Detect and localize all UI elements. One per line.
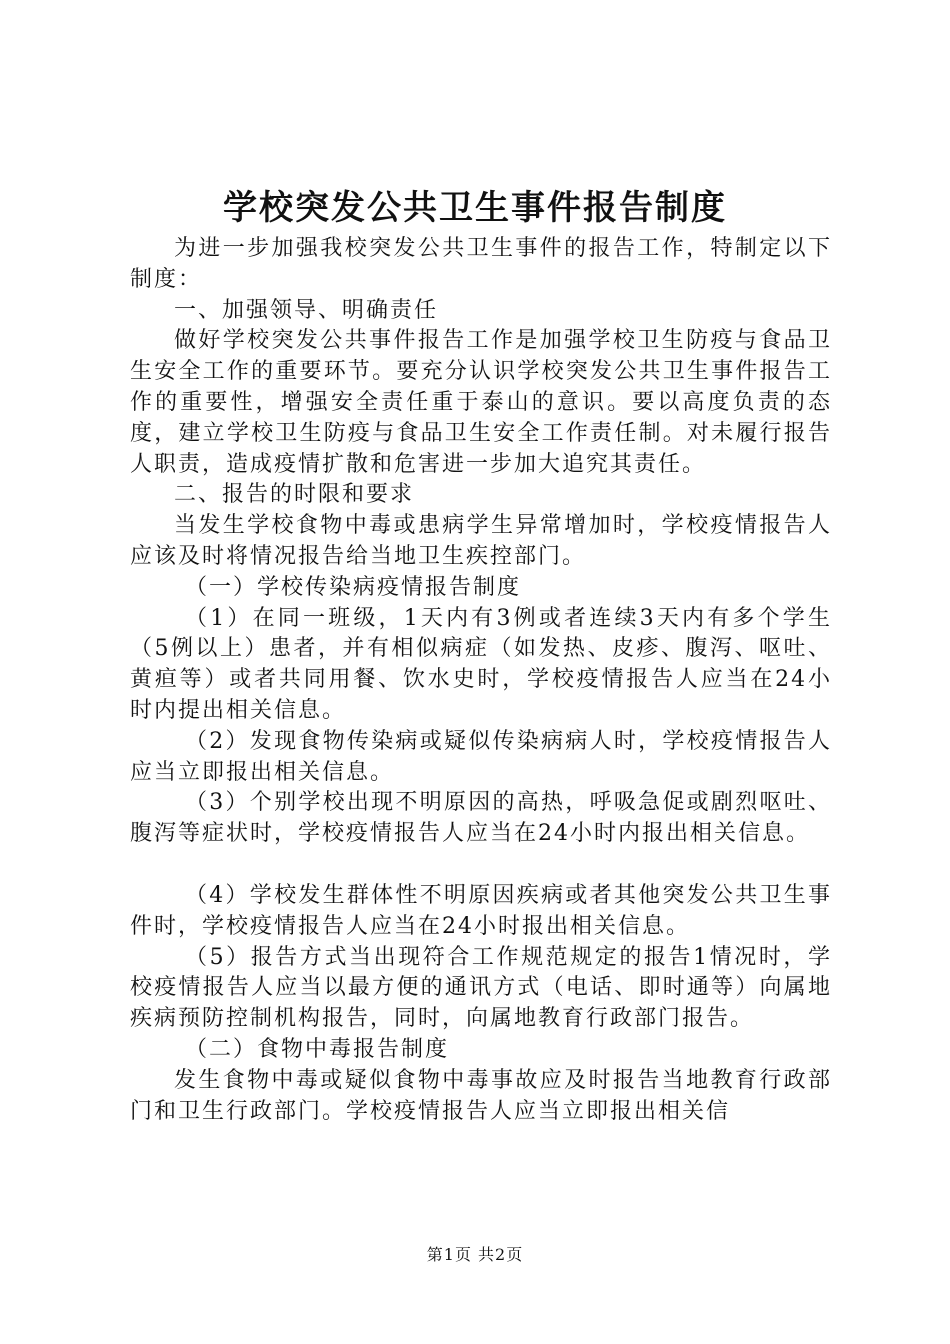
list-item-4: （4）学校发生群体性不明原因疾病或者其他突发公共卫生事件时，学校疫情报告人应当在24小时报出相关信息。 — [130, 882, 832, 939]
section-heading-2: 二、报告的时限和要求 — [174, 482, 415, 508]
list-item-3: （3）个别学校出现不明原因的高热，呼吸急促或剧烈呕吐、腹泻等症状时，学校疫情报告人应当在24小时内报出相关信息。 — [130, 790, 832, 847]
subsection-heading-2: （二）食物中毒报告制度 — [185, 1036, 450, 1062]
document-title: 学校突发公共卫生事件报告制度 — [223, 188, 727, 228]
subsection-heading-1: （一）学校传染病疫情报告制度 — [185, 574, 522, 600]
list-item-1: （1）在同一班级，1天内有3例或者连续3天内有多个学生（5例以上）患者，并有相似病症（如发热、皮疹、腹泻、呕吐、黄疸等）或者共同用餐、饮水史时，学校疫情报告人应当在24小时内提出相关信息。 — [130, 605, 832, 723]
page-footer: 第1页 共2页 — [426, 1245, 524, 1264]
paragraph-report-timing: 当发生学校食物中毒或患病学生异常增加时，学校疫情报告人应该及时将情况报告给当地卫生疾控部门。 — [130, 513, 832, 569]
paragraph-food-poisoning: 发生食物中毒或疑似食物中毒事故应及时报告当地教育行政部门和卫生行政部门。学校疫情报告人应当立即报出相关信 — [130, 1067, 832, 1124]
document-body — [130, 234, 832, 1127]
blank-line — [130, 850, 832, 881]
section-heading-1: 一、加强领导、明确责任 — [174, 297, 439, 323]
list-item-2: （2）发现食物传染病或疑似传染病病人时，学校疫情报告人应当立即报出相关信息。 — [130, 728, 832, 785]
paragraph-leadership: 做好学校突发公共事件报告工作是加强学校卫生防疫与食品卫生安全工作的重要环节。要充分认识学校突发公共卫生事件报告工作的重要性，增强安全责任重于泰山的意识。要以高度负责的态度，建立学校卫生防疫与食品卫生安全工作责任制。对未履行报告人职责，造成疫情扩散和危害进一步加大追究其责任。 — [130, 328, 832, 477]
list-item-5: （5）报告方式当出现符合工作规范规定的报告1情况时，学校疫情报告人应当以最方便的通讯方式（电话、即时通等）向属地疾病预防控制机构报告，同时，向属地教育行政部门报告。 — [130, 944, 832, 1032]
paragraph-intro: 为进一步加强我校突发公共卫生事件的报告工作，特制定以下制度： — [130, 236, 832, 292]
